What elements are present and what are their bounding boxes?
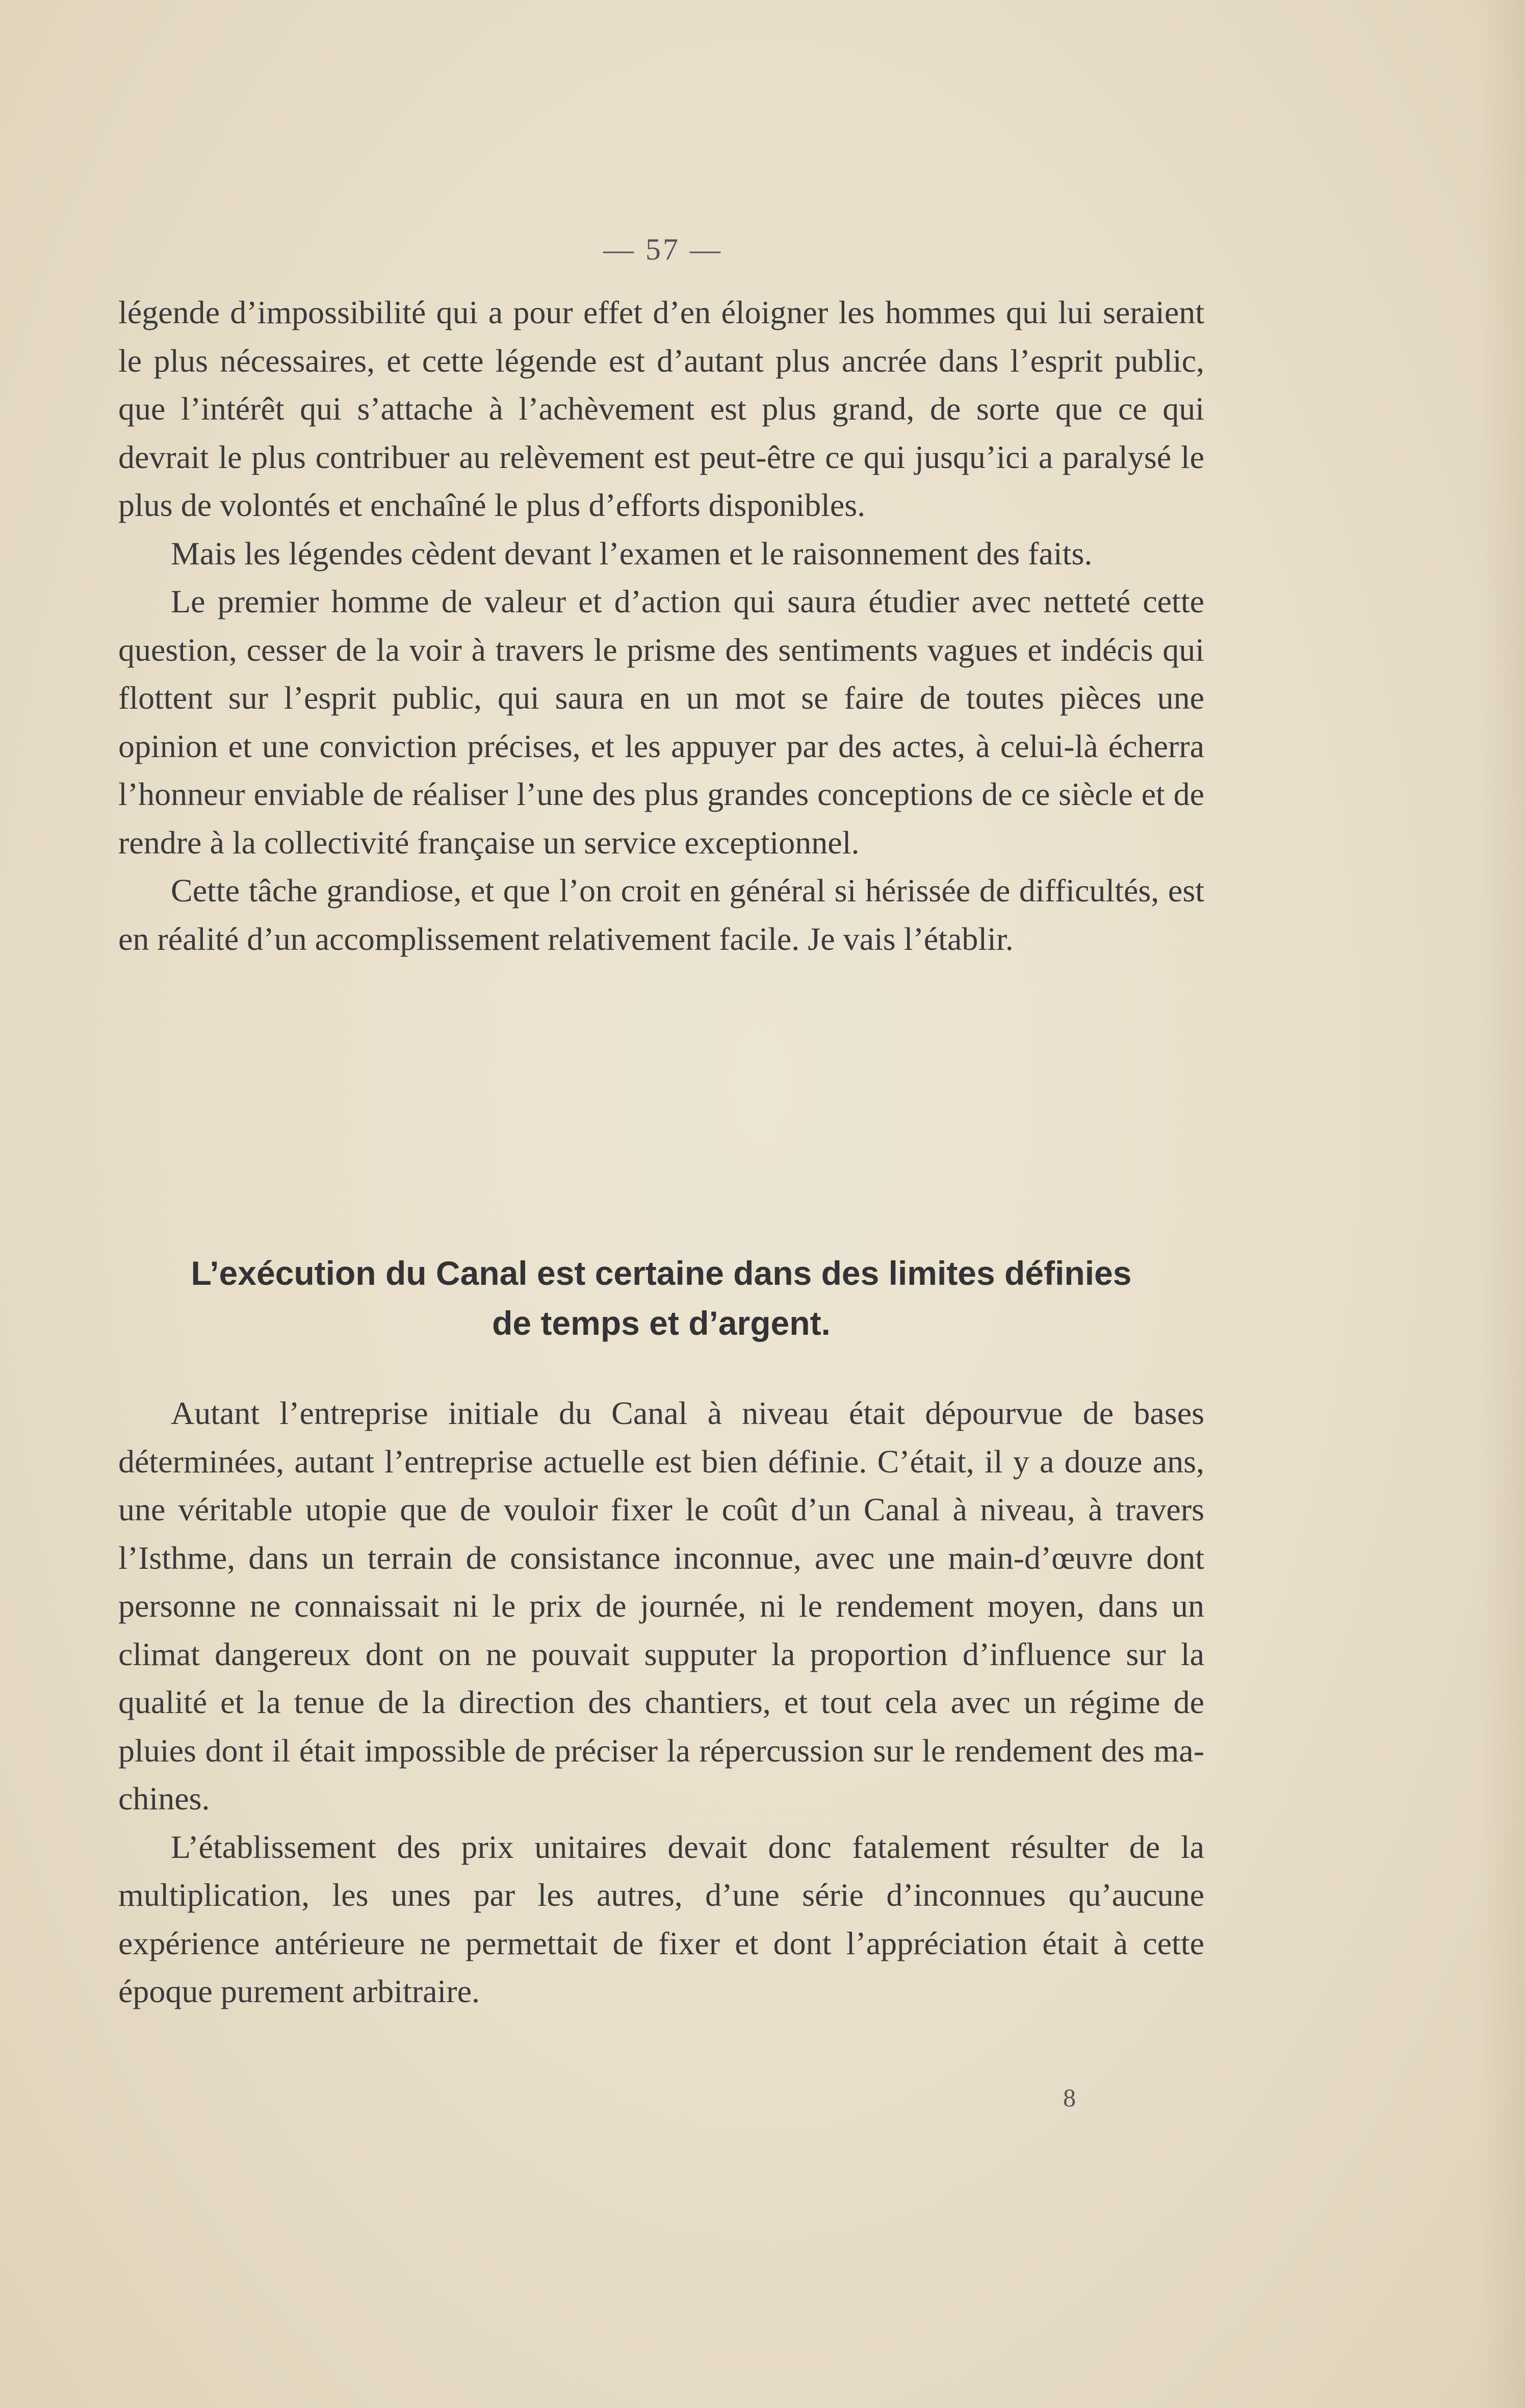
paragraph: Cette tâche grandiose, et que l’on croit en général si hérissée de difficultés, est en réalité d’un accomplissement relativement facile. Je vais l’établir. [118,872,1204,957]
paragraph: Le premier homme de valeur et d’action qui saura étudier avec netteté cette question, cesser de la voir à travers le prisme des sentiments vagues et indécis qui flottent sur l’esprit public, qui saura en un mot se faire de toutes pièces une opinion et une conviction précises, et les appuyer par des actes, à celui-là écherra l’honneur enviable de réaliser l’une des plus grandes conceptions de ce siècle et de rendre à la collectivité française un service exceptionnel. [118,583,1204,861]
body-text-top [118,289,1204,963]
paragraph: Autant l’entreprise initiale du Canal à niveau était dépourvue de bases déterminées, autant l’entreprise actuelle est bien définie. C’était, il y a douze ans, une véritable utopie que de vouloir fixer le coût d’un Canal à niveau, à travers l’Isthme, dans un terrain de consistance inconnue, avec une main-d’œuvre dont personne ne connaissait ni le prix de journée, ni le rendement moyen, dans un climat dangereux dont on ne pouvait supputer la proportion d’influence sur la qualité et la tenue de la direction des chantiers, et tout cela avec un régime de pluies dont il était impossible de préciser la répercussion sur le rendement des machines. [118,1395,1204,1817]
heading-line-1: L’exécution du Canal est certaine dans des limites définies [191,1254,1132,1292]
page-edge-shadow [1479,0,1525,2408]
body-text-bottom [118,1389,1204,2016]
paragraph: légende d’impossibilité qui a pour effet d’en éloigner les hommes qui lui seraient le plus nécessaires, et cette légende est d’autant plus ancrée dans l’esprit public, que l’intérêt qui s’attache à l’achèvement est plus grand, de sorte que ce qui devrait le plus contribuer au relèvement est peut-être ce qui jusqu’ici a paralysé le plus de volontés et enchaîné le plus d’efforts disponibles. [118,294,1204,523]
page-number: — 57 — [603,232,722,266]
paragraph: L’établissement des prix unitaires devait donc fatalement résulter de la multiplication, les unes par les autres, d’une série d’inconnues qu’aucune expérience antérieure ne permettait de fixer et dont l’appréciation était à cette époque purement arbitraire. [118,1828,1204,2009]
heading-line-2: de temps et d’argent. [492,1304,831,1342]
paragraph: Mais les légendes cèdent devant l’examen et le raisonnement des faits. [171,535,1093,572]
signature-mark: 8 [1063,2083,1076,2112]
section-heading [118,1248,1204,1348]
